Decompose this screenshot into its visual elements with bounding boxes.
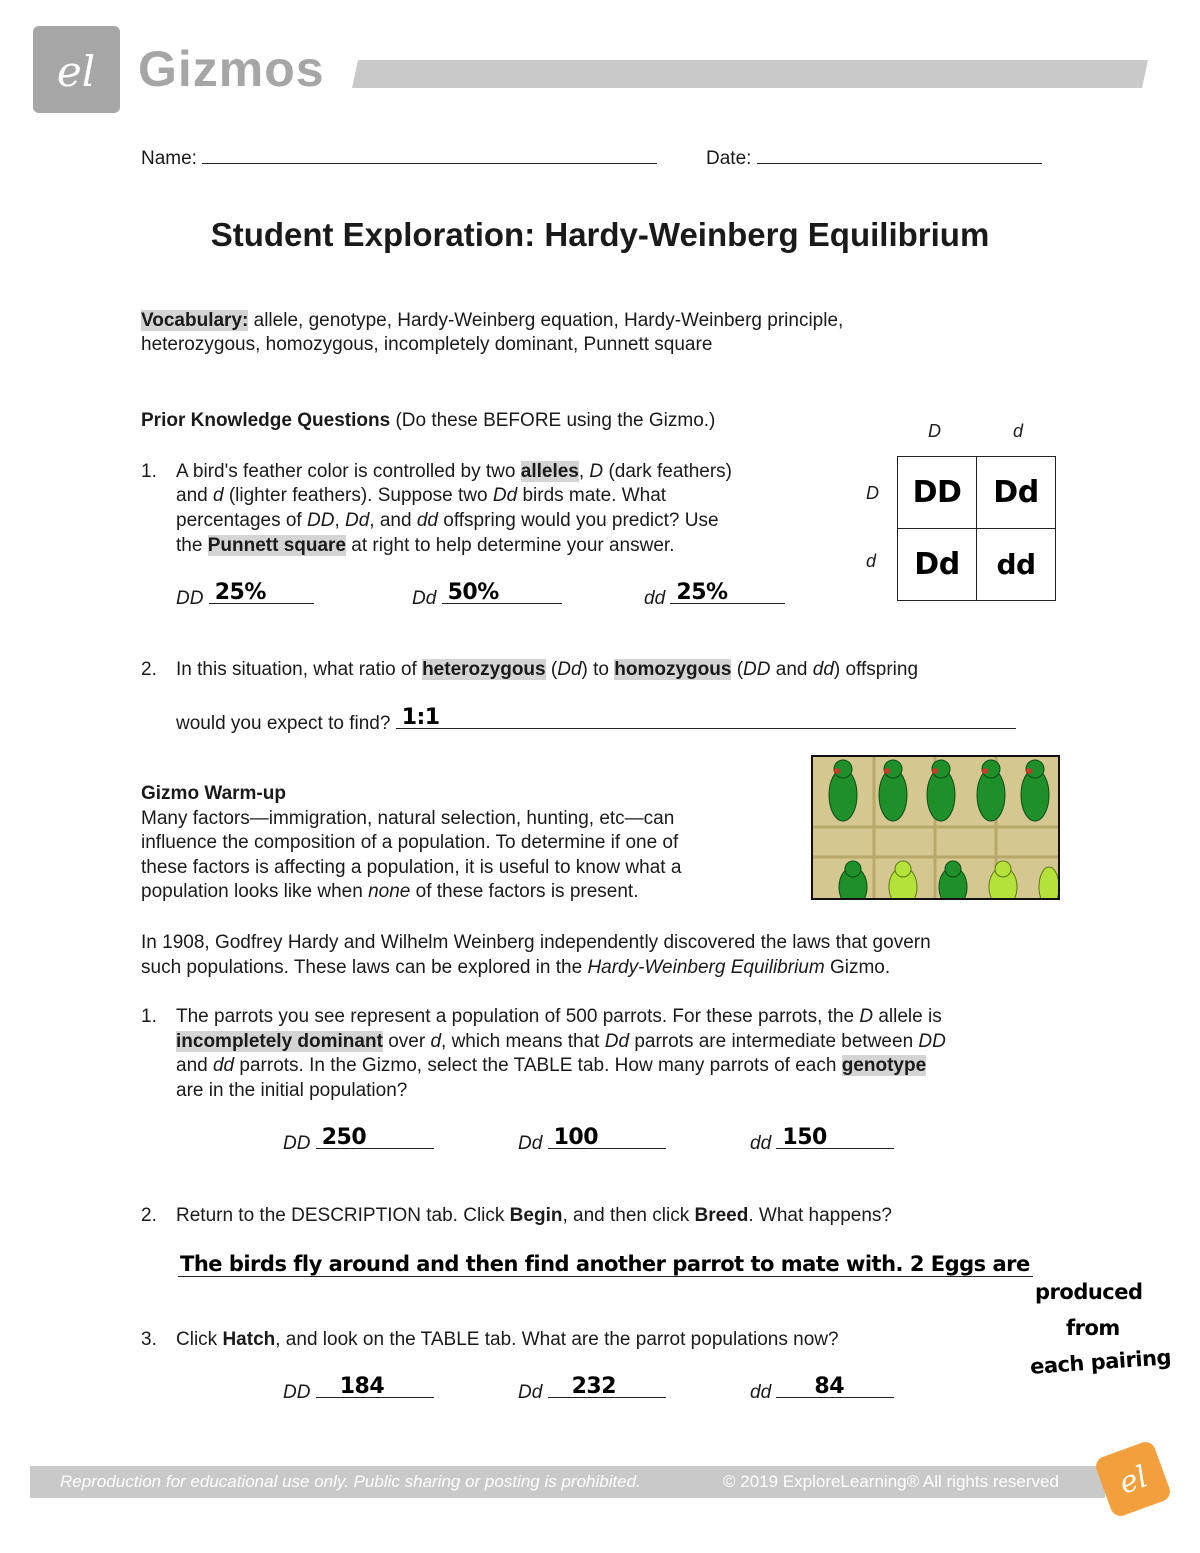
punnett-square	[897, 456, 1056, 601]
hatch-button-ref: Hatch	[222, 1329, 276, 1350]
handwritten-answer: 25%	[676, 580, 728, 605]
parrot-population-image	[811, 755, 1060, 900]
term-homozygous: homozygous	[614, 659, 732, 680]
handwritten-answer: 50%	[447, 580, 499, 605]
warmup-q2-line: Return to the DESCRIPTION tab. Click Begin, and then click Breed. What happens?	[176, 1205, 892, 1226]
warmup-heading: Gizmo Warm-up	[141, 783, 286, 804]
warmup-p2-line-2: such populations. These laws can be explored in the Hardy-Weinberg Equilibrium Gizmo.	[141, 957, 891, 978]
term-genotype: genotype	[841, 1055, 927, 1076]
warmup-p1-line: population looks like when none of these factors is present.	[141, 881, 639, 902]
breed-button-ref: Breed	[694, 1205, 749, 1226]
term-incompletely-dominant: incompletely dominant	[176, 1031, 383, 1052]
prior-q1-number: 1.	[141, 461, 157, 482]
q1-answer-dd-lower[interactable]: dd 25%	[644, 583, 785, 611]
warmup-q1-number: 1.	[141, 1006, 157, 1027]
vocabulary-terms-2: heterozygous, homozygous, incompletely dominant, Punnett square	[141, 334, 713, 355]
handwritten-answer: 232	[571, 1374, 617, 1399]
warmup-p1-line: these factors is affecting a population, it is useful to know what a	[141, 857, 682, 878]
handwritten-continuation: from	[1066, 1316, 1120, 1340]
punnett-cell[interactable]: DD	[898, 457, 977, 529]
warmup-p2-line-1: In 1908, Godfrey Hardy and Wilhelm Weinberg independently discovered the laws that govern	[141, 932, 931, 953]
svg-text:el: el	[56, 47, 96, 96]
footer-notice: Reproduction for educational use only. Public sharing or posting is prohibited.	[60, 1472, 641, 1491]
handwritten-continuation: produced	[1035, 1280, 1143, 1304]
prior-q1-line-3: percentages of DD, Dd, and dd offspring would you predict? Use	[176, 510, 719, 531]
handwritten-answer: 150	[782, 1125, 827, 1150]
warmup-q3-answer-Dd[interactable]: Dd 232	[518, 1377, 666, 1405]
q1-answer-dd-upper[interactable]: DD 25%	[176, 583, 314, 611]
warmup-q1-line-1: The parrots you see represent a population of 500 parrots. For these parrots, the D allele is	[176, 1006, 942, 1027]
name-label: Name:	[141, 148, 197, 169]
prior-heading-note: (Do these BEFORE using the Gizmo.)	[395, 410, 716, 431]
handwritten-answer: 1:1	[401, 705, 440, 730]
explorelearning-logo-icon	[33, 26, 120, 113]
vocabulary-label: Vocabulary:	[141, 310, 249, 331]
warmup-q2-number: 2.	[141, 1205, 157, 1226]
warmup-q3-answer-DD[interactable]: DD 184	[283, 1377, 434, 1405]
prior-q2-number: 2.	[141, 659, 157, 680]
date-field[interactable]	[706, 143, 1042, 171]
prior-q2-line-1: In this situation, what ratio of heterozygous (Dd) to homozygous (DD and dd) offspring	[176, 659, 919, 680]
handwritten-answer: 184	[339, 1374, 385, 1399]
prior-q2-line-2[interactable]: would you expect to find? 1:1	[176, 708, 1016, 736]
prior-knowledge-heading	[141, 408, 715, 433]
warmup-p1-line: influence the composition of a population. To determine if one of	[141, 832, 679, 853]
warmup-q1-line-2: incompletely dominant over d, which means that Dd parrots are intermediate between DD	[176, 1031, 946, 1052]
warmup-q1-line-3: and dd parrots. In the Gizmo, select the TABLE tab. How many parrots of each genotype	[176, 1055, 927, 1076]
handwritten-continuation: each pairing	[1029, 1345, 1172, 1379]
warmup-q1-answer-dd[interactable]: dd 150	[750, 1128, 894, 1156]
punnett-row-header: d	[866, 551, 877, 571]
header-bar	[352, 60, 1148, 88]
prior-heading-text: Prior Knowledge Questions	[141, 410, 391, 431]
term-alleles: alleles	[520, 461, 579, 482]
explorelearning-footer-logo-icon	[1093, 1439, 1172, 1518]
punnett-col-header: d	[1013, 421, 1024, 441]
date-label: Date:	[706, 148, 752, 169]
warmup-q3-line: Click Hatch, and look on the TABLE tab. What are the parrot populations now?	[176, 1329, 839, 1350]
prior-q1-line-2: and d (lighter feathers). Suppose two Dd birds mate. What	[176, 485, 667, 506]
svg-text:el: el	[1114, 1459, 1153, 1502]
vocabulary-terms-1: allele, genotype, Hardy-Weinberg equation, Hardy-Weinberg principle,	[253, 310, 844, 331]
brand-name: Gizmos	[138, 41, 325, 97]
handwritten-answer: 100	[553, 1125, 599, 1150]
warmup-q2-answer-line[interactable]	[178, 1250, 1033, 1277]
punnett-cell[interactable]: dd	[977, 529, 1056, 601]
handwritten-answer: 25%	[214, 580, 266, 605]
punnett-cell[interactable]: Dd	[977, 457, 1056, 529]
punnett-cell[interactable]: Dd	[898, 529, 977, 601]
page-title: Student Exploration: Hardy-Weinberg Equilibrium	[210, 216, 990, 253]
handwritten-answer: The birds fly around and then find another parrot to mate with. 2 Eggs are	[180, 1252, 1030, 1276]
name-field[interactable]	[141, 143, 657, 171]
term-punnett-square: Punnett square	[207, 535, 347, 556]
footer-copyright: © 2019 ExploreLearning® All rights reserved	[723, 1472, 1059, 1491]
handwritten-answer: 84	[814, 1374, 845, 1399]
prior-q1-line-4: the Punnett square at right to help determine your answer.	[176, 535, 675, 556]
warmup-q3-answer-dd[interactable]: dd 84	[750, 1377, 894, 1405]
punnett-col-header: D	[928, 421, 941, 441]
warmup-q1-line-4: are in the initial population?	[176, 1080, 408, 1101]
begin-button-ref: Begin	[509, 1205, 563, 1226]
warmup-q3-number: 3.	[141, 1329, 157, 1350]
q1-answer-dd-hetero[interactable]: Dd 50%	[412, 583, 562, 611]
warmup-q1-answer-DD[interactable]: DD 250	[283, 1128, 434, 1156]
punnett-row-header: D	[866, 483, 879, 503]
term-heterozygous: heterozygous	[422, 659, 546, 680]
vocabulary-line-1	[141, 308, 843, 333]
handwritten-answer: 250	[321, 1125, 367, 1150]
warmup-q1-answer-Dd[interactable]: Dd 100	[518, 1128, 666, 1156]
prior-q1-line-1: A bird's feather color is controlled by two alleles, D (dark feathers)	[176, 461, 732, 482]
warmup-p1-line: Many factors—immigration, natural selection, hunting, etc—can	[141, 808, 675, 829]
